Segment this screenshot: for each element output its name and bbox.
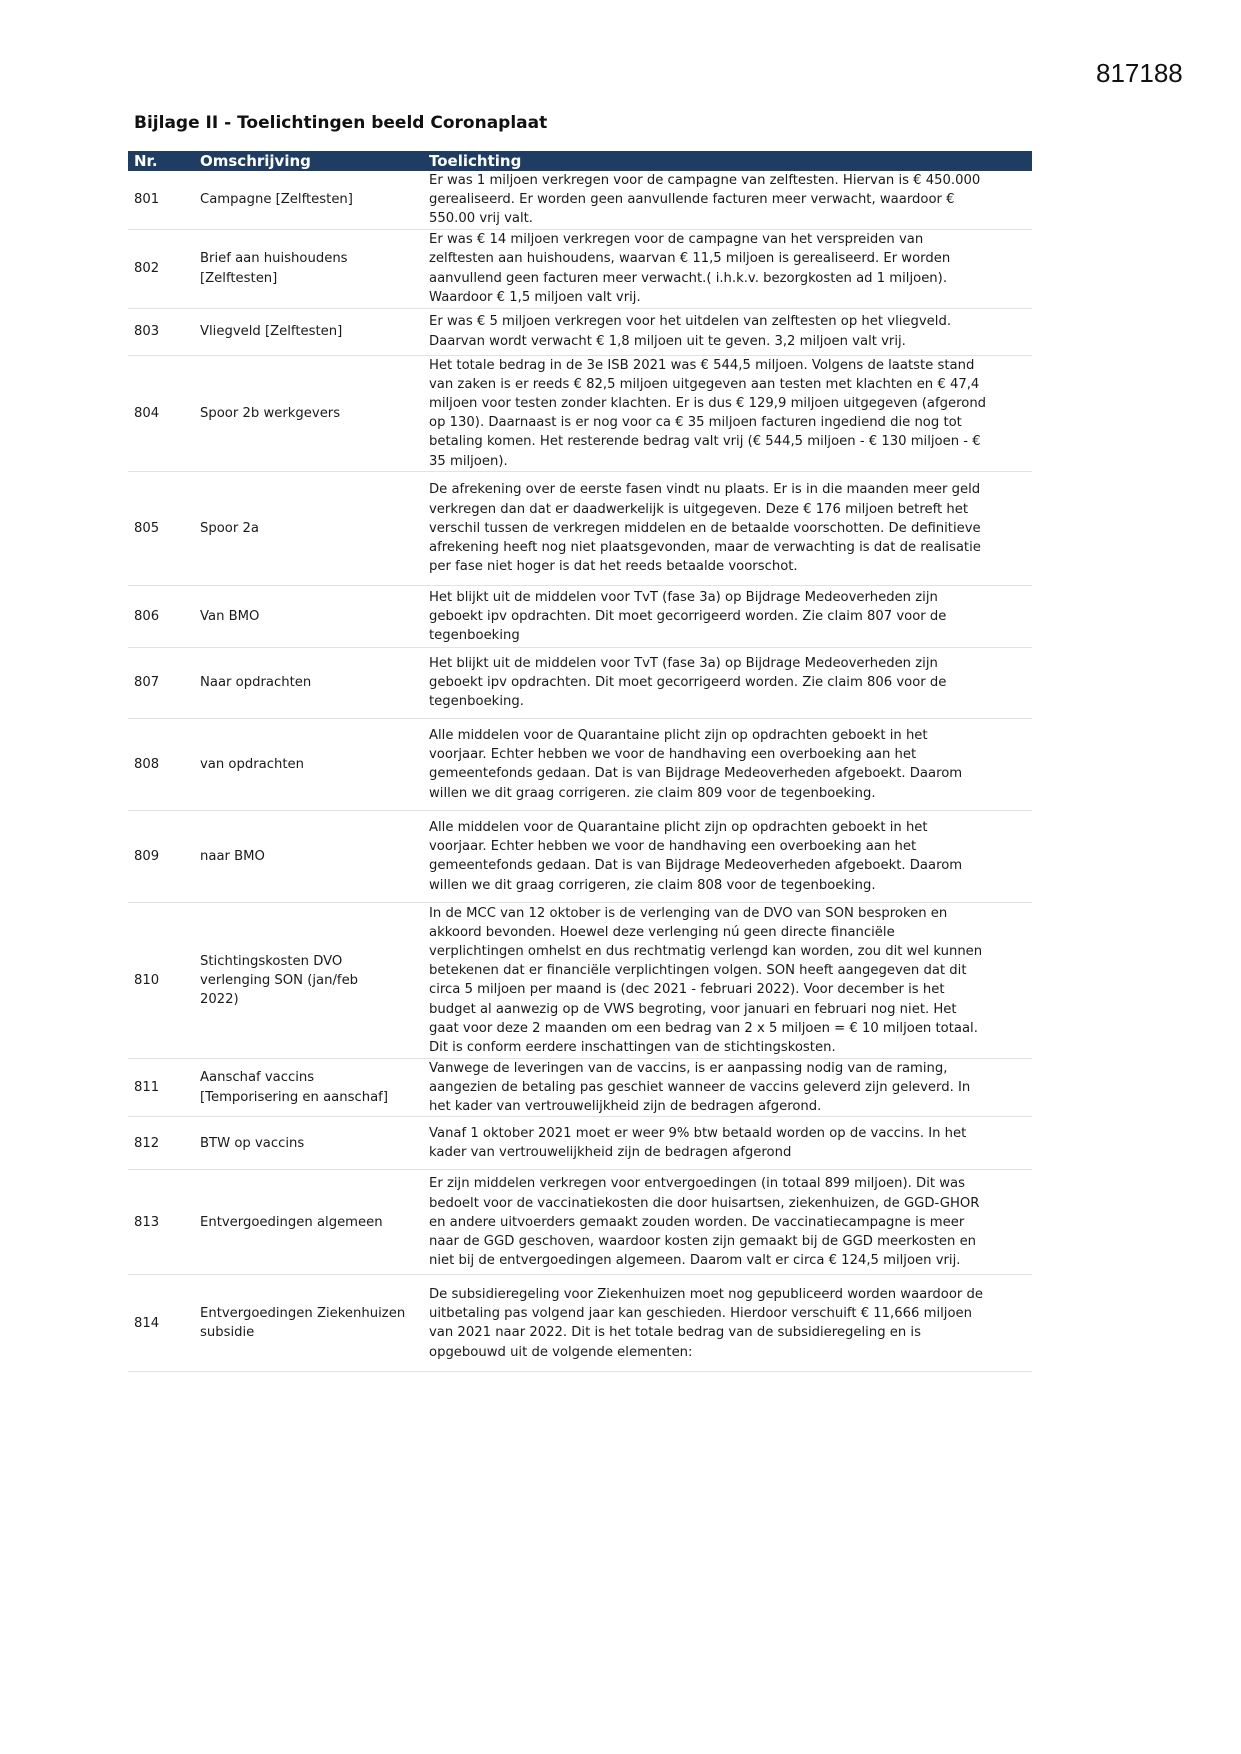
toelichting-line: Vanwege de leveringen van de vaccins, is er aanpassing nodig van de raming,: [429, 1060, 948, 1076]
row-omschrijving: [194, 810, 423, 902]
omschrijving-line: Entvergoedingen algemeen: [200, 1214, 383, 1230]
toelichting-line: tegenboeking: [429, 627, 520, 643]
table-row: [128, 1117, 1032, 1170]
row-nr: 813: [128, 1170, 194, 1275]
omschrijving-line: BTW op vaccins: [200, 1135, 305, 1151]
row-omschrijving: [194, 902, 423, 1058]
row-nr: 805: [128, 471, 194, 585]
toelichting-line: Dit is conform eerdere inschattingen van de stichtingskosten.: [429, 1039, 836, 1055]
row-omschrijving: [194, 647, 423, 718]
toelichting-line: voorjaar. Echter hebben we voor de handhaving een overboeking aan het: [429, 747, 917, 763]
header-toelichting: Toelichting: [423, 151, 1032, 171]
toelichting-line: Er was € 5 miljoen verkregen voor het uitdelen van zelftesten op het vliegveld.: [429, 314, 952, 330]
toelichting-line: gerealiseerd. Er worden geen aanvullende facturen meer verwacht, waardoor €: [429, 192, 955, 208]
table-row: [128, 171, 1032, 229]
table-row: [128, 355, 1032, 471]
row-nr: 812: [128, 1117, 194, 1170]
row-toelichting: [423, 585, 1032, 647]
toelichting-line: bedoelt voor de vaccinatiekosten die door huisartsen, ziekenhuizen, de GGD-GHOR: [429, 1195, 980, 1211]
toelichting-line: naar de GGD geschoven, waardoor kosten zijn gemaakt bij de GGD meerkosten en: [429, 1234, 977, 1250]
row-toelichting: [423, 471, 1032, 585]
toelichting-line: per fase niet hoger is dat het reeds betaalde voorschot.: [429, 559, 798, 575]
row-toelichting: [423, 1117, 1032, 1170]
row-nr: 808: [128, 718, 194, 810]
toelichting-line: van zaken is er reeds € 82,5 miljoen uitgegeven aan testen met klachten en € 47,4: [429, 376, 980, 392]
toelichting-line: het kader van vertrouwelijkheid zijn de bedragen afgerond.: [429, 1099, 822, 1115]
row-toelichting: [423, 1058, 1032, 1117]
row-omschrijving: [194, 229, 423, 308]
toelichting-line: aanvullend geen facturen meer verwacht.( i.h.k.v. bezorgkosten ad 1 miljoen).: [429, 270, 948, 286]
row-omschrijving: [194, 1275, 423, 1372]
toelichting-line: Daarvan wordt verwacht € 1,8 miljoen uit te geven. 3,2 miljoen valt vrij.: [429, 333, 906, 349]
toelichting-line: Het blijkt uit de middelen voor TvT (fase 3a) op Bijdrage Medeoverheden zijn: [429, 656, 938, 672]
toelichting-line: Er zijn middelen verkregen voor entvergoedingen (in totaal 899 miljoen). Dit was: [429, 1176, 965, 1192]
row-toelichting: [423, 171, 1032, 229]
table-row: [128, 810, 1032, 902]
row-omschrijving: [194, 1117, 423, 1170]
row-omschrijving: [194, 308, 423, 355]
toelichting-line: zelftesten aan huishoudens, waarvan € 11,5 miljoen is gerealiseerd. Er worden: [429, 251, 951, 267]
toelichting-line: en andere uitvoerders gemaakt zouden worden. De vaccinatiecampagne is meer: [429, 1214, 965, 1230]
toelichting-line: De subsidieregeling voor Ziekenhuizen moet nog gepubliceerd worden waardoor de: [429, 1287, 984, 1303]
toelichting-line: Het totale bedrag in de 3e ISB 2021 was € 544,5 miljoen. Volgens de laatste stand: [429, 357, 975, 373]
toelichting-line: willen we dit graag corrigeren, zie claim 808 voor de tegenboeking.: [429, 877, 876, 893]
toelichting-line: Het blijkt uit de middelen voor TvT (fase 3a) op Bijdrage Medeoverheden zijn: [429, 589, 938, 605]
omschrijving-line: Entvergoedingen Ziekenhuizen: [200, 1306, 406, 1322]
toelichting-line: aangezien de betaling pas geschiet wanneer de vaccins geleverd zijn geleverd. In: [429, 1080, 971, 1096]
toelichting-line: op 130). Daarnaast is er nog voor ca € 35 miljoen facturen ingediend die nog tot: [429, 415, 962, 431]
table-row: [128, 1170, 1032, 1275]
omschrijving-line: Stichtingskosten DVO: [200, 953, 343, 969]
toelichting-line: In de MCC van 12 oktober is de verlenging van de DVO van SON besproken en: [429, 905, 948, 921]
toelichting-line: 550.00 vrij valt.: [429, 211, 533, 227]
omschrijving-line: Van BMO: [200, 608, 260, 624]
toelichting-line: De afrekening over de eerste fasen vindt nu plaats. Er is in die maanden meer geld: [429, 482, 981, 498]
toelichting-line: 35 miljoen).: [429, 453, 508, 469]
row-nr: 811: [128, 1058, 194, 1117]
table-row: [128, 229, 1032, 308]
omschrijving-line: 2022): [200, 991, 239, 1007]
toelichting-line: van 2021 naar 2022. Dit is het totale bedrag van de subsidieregeling en is: [429, 1325, 921, 1341]
row-toelichting: [423, 308, 1032, 355]
omschrijving-line: Naar opdrachten: [200, 675, 312, 691]
omschrijving-line: verlenging SON (jan/feb: [200, 972, 359, 988]
toelichting-line: Vanaf 1 oktober 2021 moet er weer 9% btw betaald worden op de vaccins. In het: [429, 1126, 967, 1142]
toelichting-line: voorjaar. Echter hebben we voor de handhaving een overboeking aan het: [429, 839, 917, 855]
toelichting-line: gaat voor deze 2 maanden om een bedrag van 2 x 5 miljoen = € 10 miljoen totaal.: [429, 1020, 978, 1036]
toelichting-line: betekenen dat er financiële verplichtingen volgen. SON heeft aangegeven dat dit: [429, 963, 967, 979]
row-omschrijving: [194, 355, 423, 471]
toelichting-line: budget al aanwezig op de VWS begroting, voor januari en februari nog niet. Het: [429, 1001, 957, 1017]
toelichting-line: verplichtingen omhelst en dus rechtmatig verlengd kan worden, zou dit wel kunnen: [429, 943, 983, 959]
toelichting-table: [128, 151, 1032, 1372]
toelichting-line: opgebouwd uit de volgende elementen:: [429, 1344, 693, 1360]
omschrijving-line: subsidie: [200, 1325, 255, 1341]
table-row: [128, 585, 1032, 647]
row-toelichting: [423, 810, 1032, 902]
omschrijving-line: van opdrachten: [200, 756, 304, 772]
toelichting-line: betaling komen. Het resterende bedrag valt vrij (€ 544,5 miljoen - € 130 miljoen - €: [429, 434, 981, 450]
row-toelichting: [423, 1170, 1032, 1275]
row-toelichting: [423, 355, 1032, 471]
toelichting-line: geboekt ipv opdrachten. Dit moet gecorrigeerd worden. Zie claim 807 voor de: [429, 608, 947, 624]
row-omschrijving: [194, 1170, 423, 1275]
table-row: [128, 308, 1032, 355]
table-row: [128, 902, 1032, 1058]
row-nr: 814: [128, 1275, 194, 1372]
omschrijving-line: [Zelftesten]: [200, 270, 278, 286]
omschrijving-line: Vliegveld [Zelftesten]: [200, 324, 343, 339]
omschrijving-line: naar BMO: [200, 848, 265, 864]
toelichting-line: uitbetaling pas volgend jaar kan geschieden. Hierdoor verschuift € 11,666 miljoen: [429, 1306, 972, 1322]
toelichting-line: tegenboeking.: [429, 694, 524, 710]
toelichting-line: gemeentefonds gedaan. Dat is van Bijdrage Medeoverheden afgeboekt. Daarom: [429, 766, 963, 782]
row-nr: 807: [128, 647, 194, 718]
table-row: [128, 718, 1032, 810]
row-nr: 801: [128, 171, 194, 229]
toelichting-line: geboekt ipv opdrachten. Dit moet gecorrigeerd worden. Zie claim 806 voor de: [429, 675, 947, 691]
toelichting-line: Er was € 14 miljoen verkregen voor de campagne van het verspreiden van: [429, 232, 924, 248]
omschrijving-line: [Temporisering en aanschaf]: [200, 1089, 388, 1105]
row-toelichting: [423, 647, 1032, 718]
row-nr: 809: [128, 810, 194, 902]
table-row: [128, 1058, 1032, 1117]
toelichting-line: kader van vertrouwelijkheid zijn de bedragen afgerond: [429, 1145, 792, 1161]
row-omschrijving: [194, 171, 423, 229]
row-omschrijving: [194, 471, 423, 585]
omschrijving-line: Brief aan huishoudens: [200, 251, 348, 267]
row-nr: 803: [128, 308, 194, 355]
toelichting-line: willen we dit graag corrigeren. zie claim 809 voor de tegenboeking.: [429, 785, 876, 801]
toelichting-line: Waardoor € 1,5 miljoen valt vrij.: [429, 289, 641, 305]
row-nr: 806: [128, 585, 194, 647]
toelichting-line: miljoen voor testen zonder klachten. Er is dus € 129,9 miljoen uitgegeven (afgerond: [429, 396, 987, 412]
table-row: [128, 1275, 1032, 1372]
row-omschrijving: [194, 1058, 423, 1117]
header-nr: Nr.: [128, 151, 194, 171]
row-toelichting: [423, 902, 1032, 1058]
table-header-row: [128, 151, 1032, 171]
row-nr: 802: [128, 229, 194, 308]
omschrijving-line: Campagne [Zelftesten]: [200, 192, 353, 208]
omschrijving-line: Spoor 2a: [200, 520, 259, 536]
row-toelichting: [423, 1275, 1032, 1372]
row-omschrijving: [194, 585, 423, 647]
toelichting-line: akkoord bevonden. Hoewel deze verlenging nú geen directe financiële: [429, 924, 895, 940]
page-title: Bijlage II - Toelichtingen beeld Coronaplaat: [134, 113, 548, 133]
row-toelichting: [423, 718, 1032, 810]
toelichting-line: circa 5 miljoen per maand is (dec 2021 - februari 2022). Voor december is het: [429, 982, 945, 998]
toelichting-line: verkregen dan dat er daadwerkelijk is uitgegeven. Deze € 176 miljoen betreft het: [429, 501, 968, 517]
omschrijving-line: Spoor 2b werkgevers: [200, 405, 341, 421]
row-toelichting: [423, 229, 1032, 308]
document-id: 817188: [1096, 58, 1183, 88]
toelichting-line: niet bij de entvergoedingen algemeen. Daarom valt er circa € 124,5 miljoen vrij.: [429, 1253, 961, 1269]
header-omschrijving: Omschrijving: [194, 151, 423, 171]
toelichting-line: Alle middelen voor de Quarantaine plicht zijn op opdrachten geboekt in het: [429, 727, 928, 743]
toelichting-line: gemeentefonds gedaan. Dat is van Bijdrage Medeoverheden afgeboekt. Daarom: [429, 858, 963, 874]
toelichting-line: afrekening heeft nog niet plaatsgevonden, maar de verwachting is dat de realisatie: [429, 539, 981, 555]
toelichting-line: verschil tussen de verkregen middelen en de betaalde voorschotten. De definitieve: [429, 520, 981, 536]
table-row: [128, 471, 1032, 585]
toelichting-line: Alle middelen voor de Quarantaine plicht zijn op opdrachten geboekt in het: [429, 819, 928, 835]
toelichting-line: Er was 1 miljoen verkregen voor de campagne van zelftesten. Hiervan is € 450.000: [429, 173, 981, 188]
row-omschrijving: [194, 718, 423, 810]
row-nr: 810: [128, 902, 194, 1058]
omschrijving-line: Aanschaf vaccins: [200, 1070, 315, 1086]
row-nr: 804: [128, 355, 194, 471]
table-row: [128, 647, 1032, 718]
